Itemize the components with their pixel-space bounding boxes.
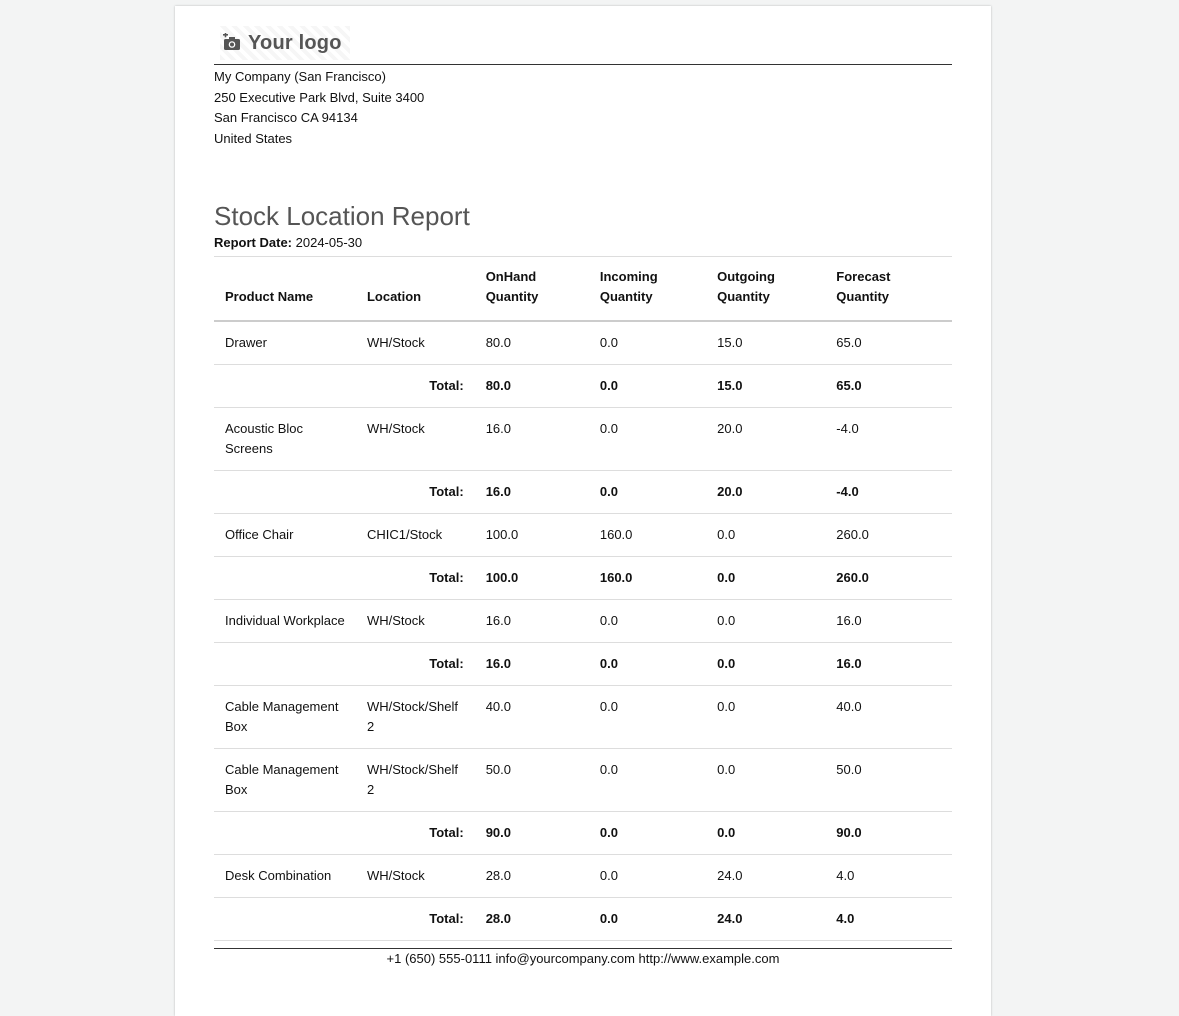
cell-incoming: 0.0 [589,321,706,365]
cell-product: Cable Management Box [214,749,356,812]
header-outgoing-quantity: Outgoing Quantity [706,257,825,322]
company-address [214,67,952,149]
total-outgoing: 0.0 [706,643,825,686]
cell-incoming: 0.0 [589,686,706,749]
total-row [214,812,952,855]
header-location: Location [356,257,475,322]
cell-location: WH/Stock [356,321,475,365]
total-row [214,643,952,686]
total-row [214,471,952,514]
total-onhand: 28.0 [475,898,589,941]
total-onhand: 80.0 [475,365,589,408]
report-date-label: Report Date: [214,235,293,250]
total-label: Total: [214,812,475,855]
total-incoming: 0.0 [589,643,706,686]
cell-forecast: 50.0 [825,749,952,812]
total-incoming: 0.0 [589,812,706,855]
cell-onhand: 16.0 [475,600,589,643]
camera-plus-icon [222,33,242,53]
cell-product: Individual Workplace [214,600,356,643]
cell-incoming: 0.0 [589,600,706,643]
cell-outgoing: 0.0 [706,600,825,643]
cell-location: WH/Stock/Shelf 2 [356,686,475,749]
total-forecast: 16.0 [825,643,952,686]
cell-outgoing: 20.0 [706,408,825,471]
cell-location: WH/Stock [356,600,475,643]
header [214,6,952,65]
cell-location: WH/Stock [356,855,475,898]
total-label: Total: [214,643,475,686]
header-incoming-quantity: Incoming Quantity [589,257,706,322]
cell-onhand: 16.0 [475,408,589,471]
header-onhand-quantity: OnHand Quantity [475,257,589,322]
report-footer [214,948,952,968]
company-name: My Company (San Francisco) [214,69,386,84]
total-forecast: 260.0 [825,557,952,600]
cell-onhand: 100.0 [475,514,589,557]
report-page [175,6,991,1016]
cell-incoming: 160.0 [589,514,706,557]
report-title: Stock Location Report [214,201,470,231]
cell-forecast: 4.0 [825,855,952,898]
company-country: United States [214,130,293,146]
total-incoming: 160.0 [589,557,706,600]
total-onhand: 16.0 [475,471,589,514]
cell-product: Drawer [214,321,356,365]
header-forecast-quantity: Forecast Quantity [825,257,952,322]
report-date-value: 2024-05-30 [295,235,363,250]
total-incoming: 0.0 [589,471,706,514]
cell-product: Acoustic Bloc Screens [214,408,356,471]
total-forecast: -4.0 [825,471,952,514]
total-incoming: 0.0 [589,898,706,941]
cell-onhand: 50.0 [475,749,589,812]
total-onhand: 16.0 [475,643,589,686]
cell-product: Cable Management Box [214,686,356,749]
cell-location: WH/Stock [356,408,475,471]
cell-outgoing: 0.0 [706,514,825,557]
table-row [214,855,952,898]
table-row [214,408,952,471]
table-row [214,514,952,557]
total-label: Total: [214,471,475,514]
cell-forecast: -4.0 [825,408,952,471]
cell-incoming: 0.0 [589,855,706,898]
cell-location: CHIC1/Stock [356,514,475,557]
cell-incoming: 0.0 [589,408,706,471]
total-onhand: 100.0 [475,557,589,600]
total-label: Total: [214,365,475,408]
total-outgoing: 15.0 [706,365,825,408]
total-outgoing: 0.0 [706,557,825,600]
total-onhand: 90.0 [475,812,589,855]
total-forecast: 4.0 [825,898,952,941]
total-row [214,557,952,600]
total-forecast: 90.0 [825,812,952,855]
cell-outgoing: 15.0 [706,321,825,365]
stock-table [214,256,952,941]
total-label: Total: [214,557,475,600]
report-date [214,234,952,252]
cell-incoming: 0.0 [589,749,706,812]
cell-forecast: 40.0 [825,686,952,749]
table-row [214,600,952,643]
table-row [214,749,952,812]
cell-forecast: 260.0 [825,514,952,557]
cell-product: Desk Combination [214,855,356,898]
total-forecast: 65.0 [825,365,952,408]
total-label: Total: [214,898,475,941]
header-product-name: Product Name [214,257,356,322]
table-row [214,321,952,365]
cell-forecast: 16.0 [825,600,952,643]
logo-text: Your logo [248,31,342,54]
total-outgoing: 20.0 [706,471,825,514]
cell-outgoing: 24.0 [706,855,825,898]
total-outgoing: 0.0 [706,812,825,855]
total-row [214,898,952,941]
company-street: 250 Executive Park Blvd, Suite 3400 [214,89,425,105]
total-outgoing: 24.0 [706,898,825,941]
company-logo [220,26,350,60]
table-header-row [214,257,952,322]
company-city: San Francisco CA 94134 [214,110,358,125]
footer-contact: +1 (650) 555-0111 info@yourcompany.com http://www.example.com [386,951,780,966]
report-content [214,6,952,941]
total-row [214,365,952,408]
cell-outgoing: 0.0 [706,686,825,749]
cell-onhand: 28.0 [475,855,589,898]
cell-forecast: 65.0 [825,321,952,365]
cell-onhand: 40.0 [475,686,589,749]
table-row [214,686,952,749]
cell-product: Office Chair [214,514,356,557]
cell-onhand: 80.0 [475,321,589,365]
cell-location: WH/Stock/Shelf 2 [356,749,475,812]
cell-outgoing: 0.0 [706,749,825,812]
total-incoming: 0.0 [589,365,706,408]
